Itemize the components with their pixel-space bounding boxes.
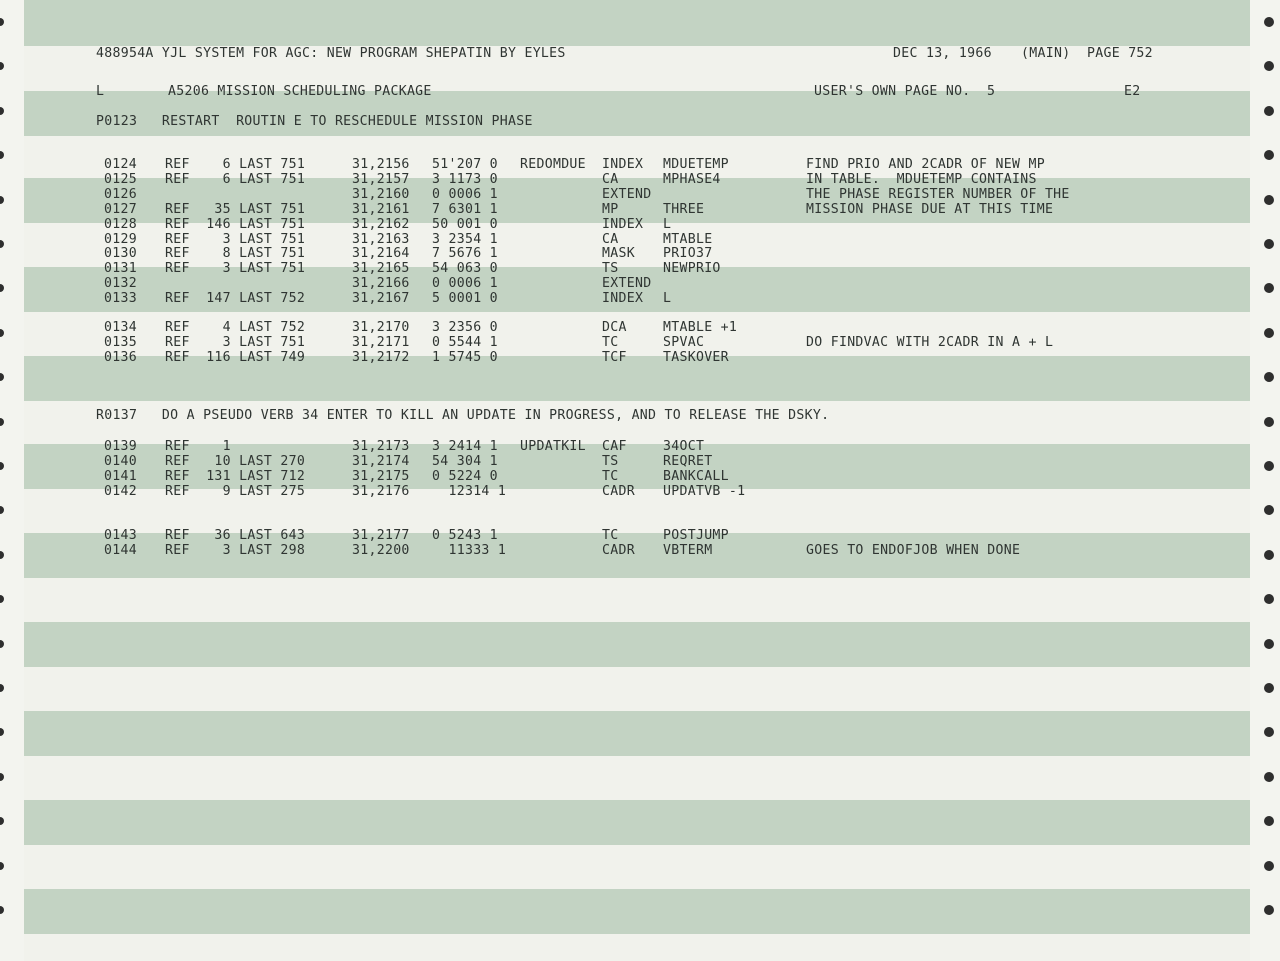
line-number: 0125 — [104, 171, 137, 187]
reference: REF 10 LAST 270 — [165, 453, 306, 469]
log-title: A5206 MISSION SCHEDULING PACKAGE — [168, 84, 432, 99]
feed-hole-icon — [1264, 239, 1274, 249]
green-band — [24, 711, 1250, 756]
user-page-number: USER'S OWN PAGE NO. 5 — [814, 84, 996, 99]
feed-hole-icon — [0, 506, 4, 514]
feed-hole-icon — [1264, 639, 1274, 649]
octal-word: 50 001 0 — [432, 216, 498, 232]
feed-hole-icon — [0, 817, 4, 825]
address: 31,2200 — [352, 542, 410, 558]
address: 31,2163 — [352, 231, 410, 247]
feed-hole-icon — [0, 418, 4, 426]
line-number: 0144 — [104, 542, 137, 558]
feed-hole-icon — [0, 196, 4, 204]
comment: FIND PRIO AND 2CADR OF NEW MP — [806, 157, 1045, 172]
feed-hole-icon — [0, 906, 4, 914]
line-number: 0131 — [104, 261, 137, 277]
address: 31,2162 — [352, 216, 410, 232]
reference: REF 4 LAST 752 — [165, 320, 306, 335]
feed-hole-icon — [0, 595, 4, 603]
opcode: TCF — [602, 349, 627, 365]
line-number: 0143 — [104, 528, 137, 543]
listing-date: DEC 13, 1966 — [893, 46, 992, 61]
reference: REF 36 LAST 643 — [165, 528, 306, 543]
operand: TASKOVER — [663, 349, 729, 365]
address: 31,2156 — [352, 157, 410, 172]
feed-hole-icon — [1264, 417, 1274, 427]
line-number: 0136 — [104, 349, 137, 365]
listing-page-number: PAGE 752 — [1087, 46, 1153, 61]
section-heading-kill-update: R0137 DO A PSEUDO VERB 34 ENTER TO KILL AN UPDATE IN PROGRESS, AND TO RELEASE THE DSKY. — [96, 408, 830, 423]
green-band — [24, 800, 1250, 845]
address: 31,2177 — [352, 528, 410, 543]
opcode: TS — [602, 453, 619, 469]
listing-header: 488954A YJL SYSTEM FOR AGC: NEW PROGRAM SHEPATIN BY EYLES — [96, 46, 566, 61]
line-number: 0133 — [104, 291, 137, 307]
address: 31,2176 — [352, 483, 410, 499]
comment: IN TABLE. MDUETEMP CONTAINS — [806, 171, 1037, 187]
octal-word: 1 5745 0 — [432, 349, 498, 365]
feed-hole-icon — [1264, 594, 1274, 604]
operand: THREE — [663, 201, 705, 217]
comment: DO FINDVAC WITH 2CADR IN A + L — [806, 334, 1054, 350]
octal-word: 5 0001 0 — [432, 291, 498, 307]
opcode: CA — [602, 171, 619, 187]
feed-hole-icon — [0, 62, 4, 70]
feed-hole-icon — [1264, 461, 1274, 471]
opcode: MP — [602, 201, 619, 217]
feed-hole-icon — [0, 551, 4, 559]
reference: REF 9 LAST 275 — [165, 483, 306, 499]
section-heading-restart: P0123 RESTART ROUTIN E TO RESCHEDULE MISSION PHASE — [96, 114, 533, 129]
reference: REF 3 LAST 751 — [165, 261, 306, 277]
operand: MTABLE — [663, 231, 713, 247]
octal-word: 7 5676 1 — [432, 246, 498, 262]
octal-word: 0 0006 1 — [432, 186, 498, 202]
address: 31,2164 — [352, 246, 410, 262]
feed-hole-icon — [0, 728, 4, 736]
address: 31,2160 — [352, 186, 410, 202]
line-number: 0142 — [104, 483, 137, 499]
operand: MPHASE4 — [663, 171, 721, 187]
feed-hole-icon — [0, 240, 4, 248]
comment: THE PHASE REGISTER NUMBER OF THE — [806, 186, 1070, 202]
octal-word: 0 5243 1 — [432, 528, 498, 543]
line-number: 0128 — [104, 216, 137, 232]
feed-hole-icon — [1264, 816, 1274, 826]
line-number: 0139 — [104, 439, 137, 454]
line-number: 0134 — [104, 320, 137, 335]
log-marker: L — [96, 84, 105, 99]
operand: PRIO37 — [663, 246, 713, 262]
octal-word: 11333 1 — [432, 542, 507, 558]
octal-word: 0 0006 1 — [432, 276, 498, 292]
opcode: CADR — [602, 483, 635, 499]
address: 31,2157 — [352, 171, 410, 187]
feed-hole-icon — [0, 373, 4, 381]
feed-hole-icon — [0, 329, 4, 337]
line-number: 0130 — [104, 246, 137, 262]
operand: L — [663, 291, 672, 307]
feed-hole-icon — [1264, 17, 1274, 27]
feed-hole-icon — [0, 684, 4, 692]
address: 31,2173 — [352, 439, 410, 454]
opcode: DCA — [602, 320, 627, 335]
operand: NEWPRIO — [663, 261, 721, 277]
green-band — [24, 889, 1250, 934]
opcode: CAF — [602, 439, 627, 454]
octal-word: 3 1173 0 — [432, 171, 498, 187]
address: 31,2161 — [352, 201, 410, 217]
line-number: 0129 — [104, 231, 137, 247]
reference: REF 3 LAST 751 — [165, 334, 306, 350]
feed-hole-icon — [1264, 106, 1274, 116]
feed-hole-icon — [1264, 550, 1274, 560]
comment: MISSION PHASE DUE AT THIS TIME — [806, 201, 1054, 217]
octal-word: 12314 1 — [432, 483, 507, 499]
feed-hole-icon — [0, 640, 4, 648]
operand: MTABLE +1 — [663, 320, 738, 335]
feed-hole-icon — [0, 18, 4, 26]
line-number: 0124 — [104, 157, 137, 172]
line-number: 0140 — [104, 453, 137, 469]
octal-word: 51'207 0 — [432, 157, 498, 172]
address: 31,2171 — [352, 334, 410, 350]
address: 31,2175 — [352, 468, 410, 484]
opcode: INDEX — [602, 157, 644, 172]
feed-hole-icon — [1264, 905, 1274, 915]
feed-hole-icon — [1264, 861, 1274, 871]
comment: GOES TO ENDOFJOB WHEN DONE — [806, 542, 1021, 558]
feed-hole-icon — [1264, 150, 1274, 160]
opcode: EXTEND — [602, 276, 652, 292]
feed-hole-icon — [1264, 772, 1274, 782]
feed-hole-icon — [1264, 328, 1274, 338]
operand: VBTERM — [663, 542, 713, 558]
octal-word: 3 2354 1 — [432, 231, 498, 247]
operand: UPDATVB -1 — [663, 483, 746, 499]
line-number: 0132 — [104, 276, 137, 292]
operand: BANKCALL — [663, 468, 729, 484]
line-number: 0126 — [104, 186, 137, 202]
reference: REF 131 LAST 712 — [165, 468, 306, 484]
reference: REF 8 LAST 751 — [165, 246, 306, 262]
octal-word: 3 2414 1 — [432, 439, 498, 454]
octal-word: 0 5224 0 — [432, 468, 498, 484]
reference: REF 3 LAST 298 — [165, 542, 306, 558]
feed-hole-icon — [0, 107, 4, 115]
line-number: 0135 — [104, 334, 137, 350]
operand: MDUETEMP — [663, 157, 729, 172]
operand: L — [663, 216, 672, 232]
feed-hole-icon — [0, 773, 4, 781]
feed-hole-icon — [0, 151, 4, 159]
line-number: 0127 — [104, 201, 137, 217]
address: 31,2165 — [352, 261, 410, 277]
feed-hole-icon — [1264, 283, 1274, 293]
feed-hole-icon — [1264, 727, 1274, 737]
address: 31,2174 — [352, 453, 410, 469]
feed-hole-icon — [0, 862, 4, 870]
reference: REF 147 LAST 752 — [165, 291, 306, 307]
line-number: 0141 — [104, 468, 137, 484]
opcode: TS — [602, 261, 619, 277]
feed-hole-icon — [0, 284, 4, 292]
feed-hole-icon — [1264, 61, 1274, 71]
opcode: CA — [602, 231, 619, 247]
label: REDOMDUE — [520, 157, 586, 172]
reference: REF 146 LAST 751 — [165, 216, 306, 232]
green-band — [24, 622, 1250, 667]
opcode: EXTEND — [602, 186, 652, 202]
listing-main-label: (MAIN) — [1021, 46, 1071, 61]
green-band — [24, 0, 1250, 46]
operand: SPVAC — [663, 334, 705, 350]
feed-hole-icon — [1264, 505, 1274, 515]
reference: REF 116 LAST 749 — [165, 349, 306, 365]
opcode: INDEX — [602, 216, 644, 232]
feed-hole-icon — [0, 462, 4, 470]
address: 31,2170 — [352, 320, 410, 335]
octal-word: 0 5544 1 — [432, 334, 498, 350]
opcode: TC — [602, 528, 619, 543]
octal-word: 54 063 0 — [432, 261, 498, 277]
opcode: INDEX — [602, 291, 644, 307]
octal-word: 54 304 1 — [432, 453, 498, 469]
reference: REF 6 LAST 751 — [165, 157, 306, 172]
address: 31,2172 — [352, 349, 410, 365]
opcode: MASK — [602, 246, 635, 262]
opcode: TC — [602, 334, 619, 350]
opcode: TC — [602, 468, 619, 484]
label: UPDATKIL — [520, 439, 586, 454]
address: 31,2167 — [352, 291, 410, 307]
feed-hole-icon — [1264, 372, 1274, 382]
log-code: E2 — [1124, 84, 1141, 99]
opcode: CADR — [602, 542, 635, 558]
operand: 34OCT — [663, 439, 705, 454]
reference: REF 3 LAST 751 — [165, 231, 306, 247]
octal-word: 7 6301 1 — [432, 201, 498, 217]
feed-hole-icon — [1264, 683, 1274, 693]
octal-word: 3 2356 0 — [432, 320, 498, 335]
operand: REQRET — [663, 453, 713, 469]
operand: POSTJUMP — [663, 528, 729, 543]
reference: REF 1 — [165, 439, 231, 454]
feed-hole-icon — [1264, 195, 1274, 205]
address: 31,2166 — [352, 276, 410, 292]
reference: REF 35 LAST 751 — [165, 201, 306, 217]
reference: REF 6 LAST 751 — [165, 171, 306, 187]
